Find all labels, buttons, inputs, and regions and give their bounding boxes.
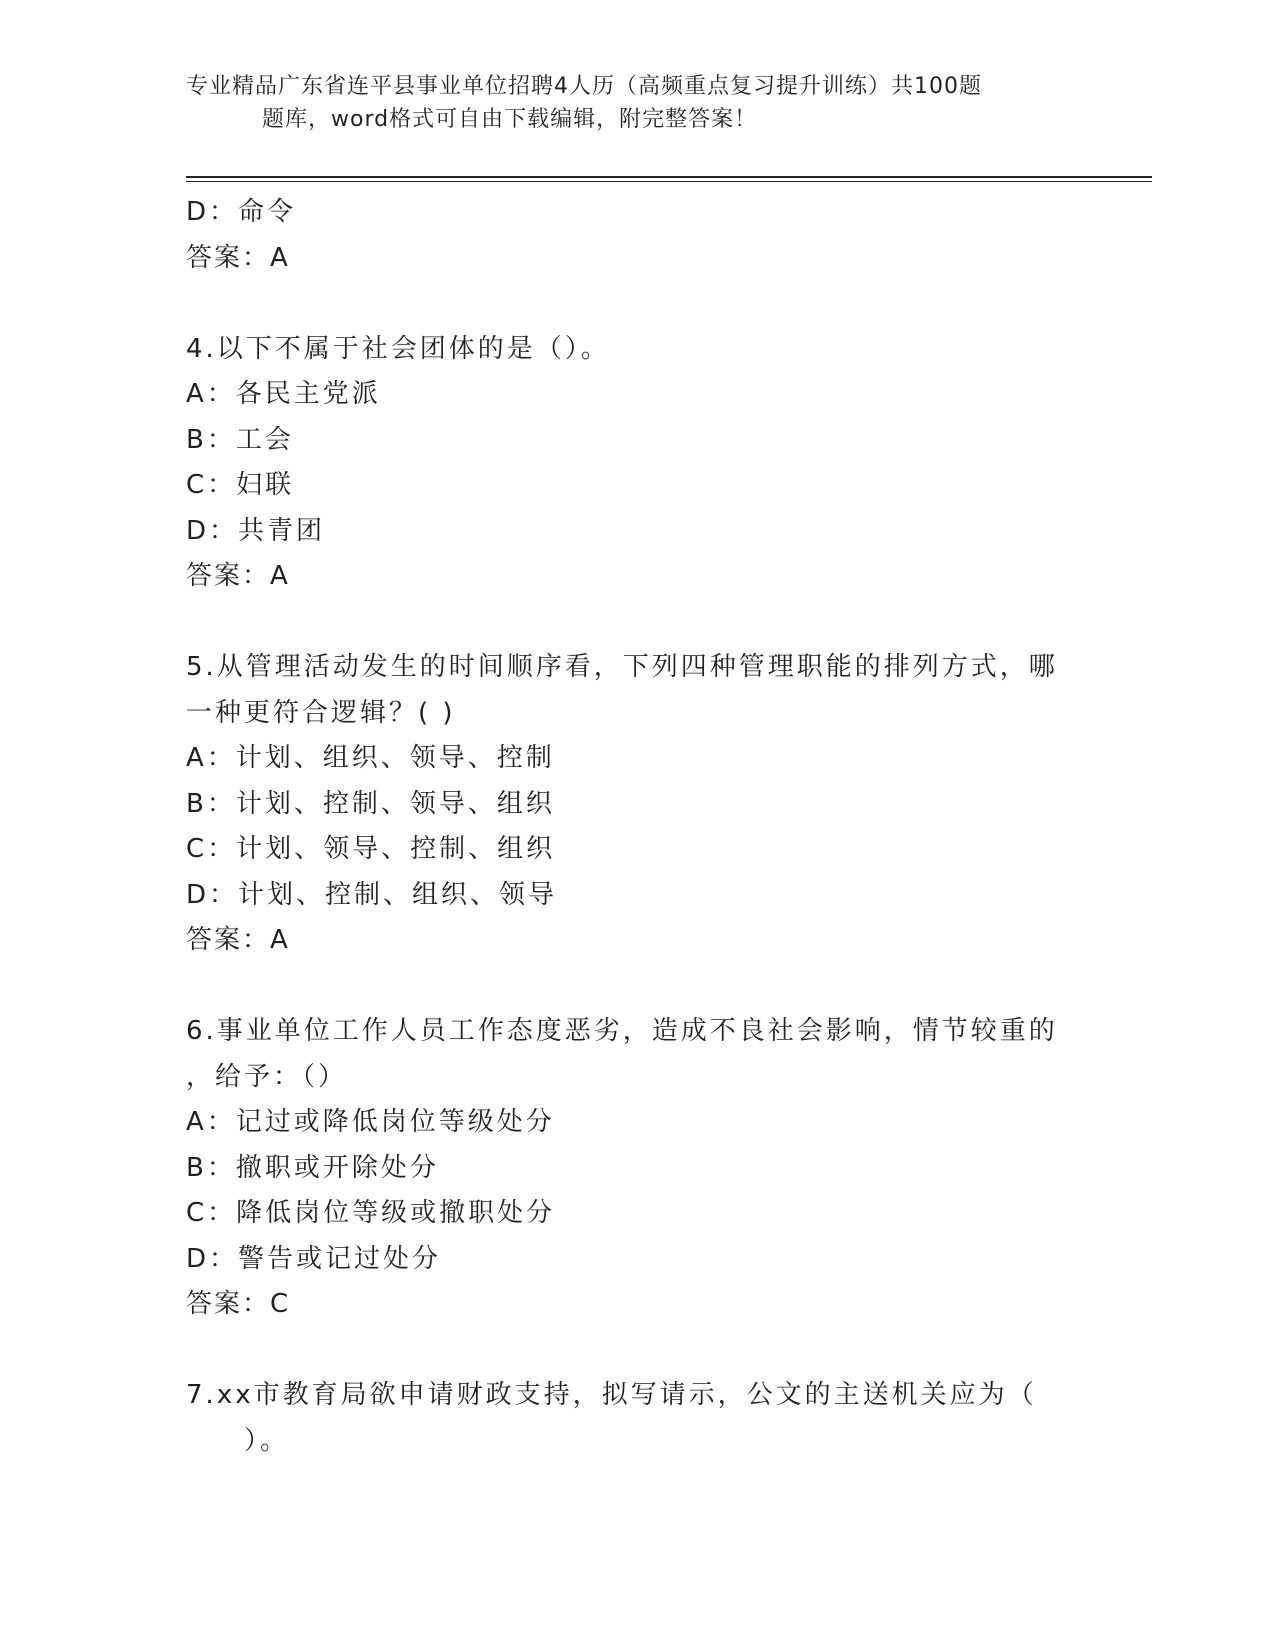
option-line: A：记过或降低岗位等级处分 (186, 1107, 555, 1137)
question-line: 一种更符合逻辑？( ) (186, 697, 456, 728)
option-line: B：工会 (186, 424, 294, 455)
question-list (186, 190, 1066, 1464)
header-title-line-1: 专业精品广东省连平县事业单位招聘4人历（高频重点复习提升训练）共100题 (186, 74, 982, 99)
option-line: B：计划、控制、领导、组织 (186, 788, 555, 819)
question-line: 7.xx市教育局欲申请财政支持，拟写请示，公文的主送机关应为（ (186, 1380, 1037, 1410)
option-line: D：计划、控制、组织、领导 (186, 879, 558, 910)
blank-line (186, 1328, 1066, 1374)
question-line: 4.以下不属于社会团体的是（）。 (186, 333, 610, 364)
question-line: 5.从管理活动发生的时间顺序看，下列四种管理职能的排列方式，哪 (186, 652, 1058, 682)
blank-line (186, 964, 1066, 1010)
option-line: C：妇联 (186, 470, 295, 500)
blank-line (186, 281, 1066, 327)
option-line: C：计划、领导、控制、组织 (186, 834, 556, 864)
answer-line: 答案：A (186, 561, 290, 591)
question-line: ，给予：（） (186, 1061, 348, 1092)
option-line: D：警告或记过处分 (186, 1243, 442, 1274)
header-title-line-2: 题库，word格式可自由下载编辑，附完整答案！ (262, 107, 758, 132)
question-line: ）。 (244, 1425, 290, 1456)
option-line: A：计划、组织、领导、控制 (186, 743, 555, 773)
question-line: 6.事业单位工作人员工作态度恶劣，造成不良社会影响，情节较重的 (186, 1016, 1058, 1046)
answer-line: 答案：C (186, 1289, 291, 1319)
header-rule-thick (186, 176, 1152, 178)
option-line: C：降低岗位等级或撤职处分 (186, 1198, 556, 1228)
answer-line: 答案：A (186, 925, 290, 955)
answer-line: 答案：A (186, 242, 290, 273)
header-rule-thin (186, 181, 1152, 182)
option-line: D：共青团 (186, 515, 326, 546)
option-line: A：各民主党派 (186, 379, 381, 409)
option-line: D：命令 (186, 197, 297, 227)
option-line: B：撤职或开除处分 (186, 1152, 439, 1183)
blank-line (186, 600, 1066, 646)
page-header (186, 70, 1066, 136)
